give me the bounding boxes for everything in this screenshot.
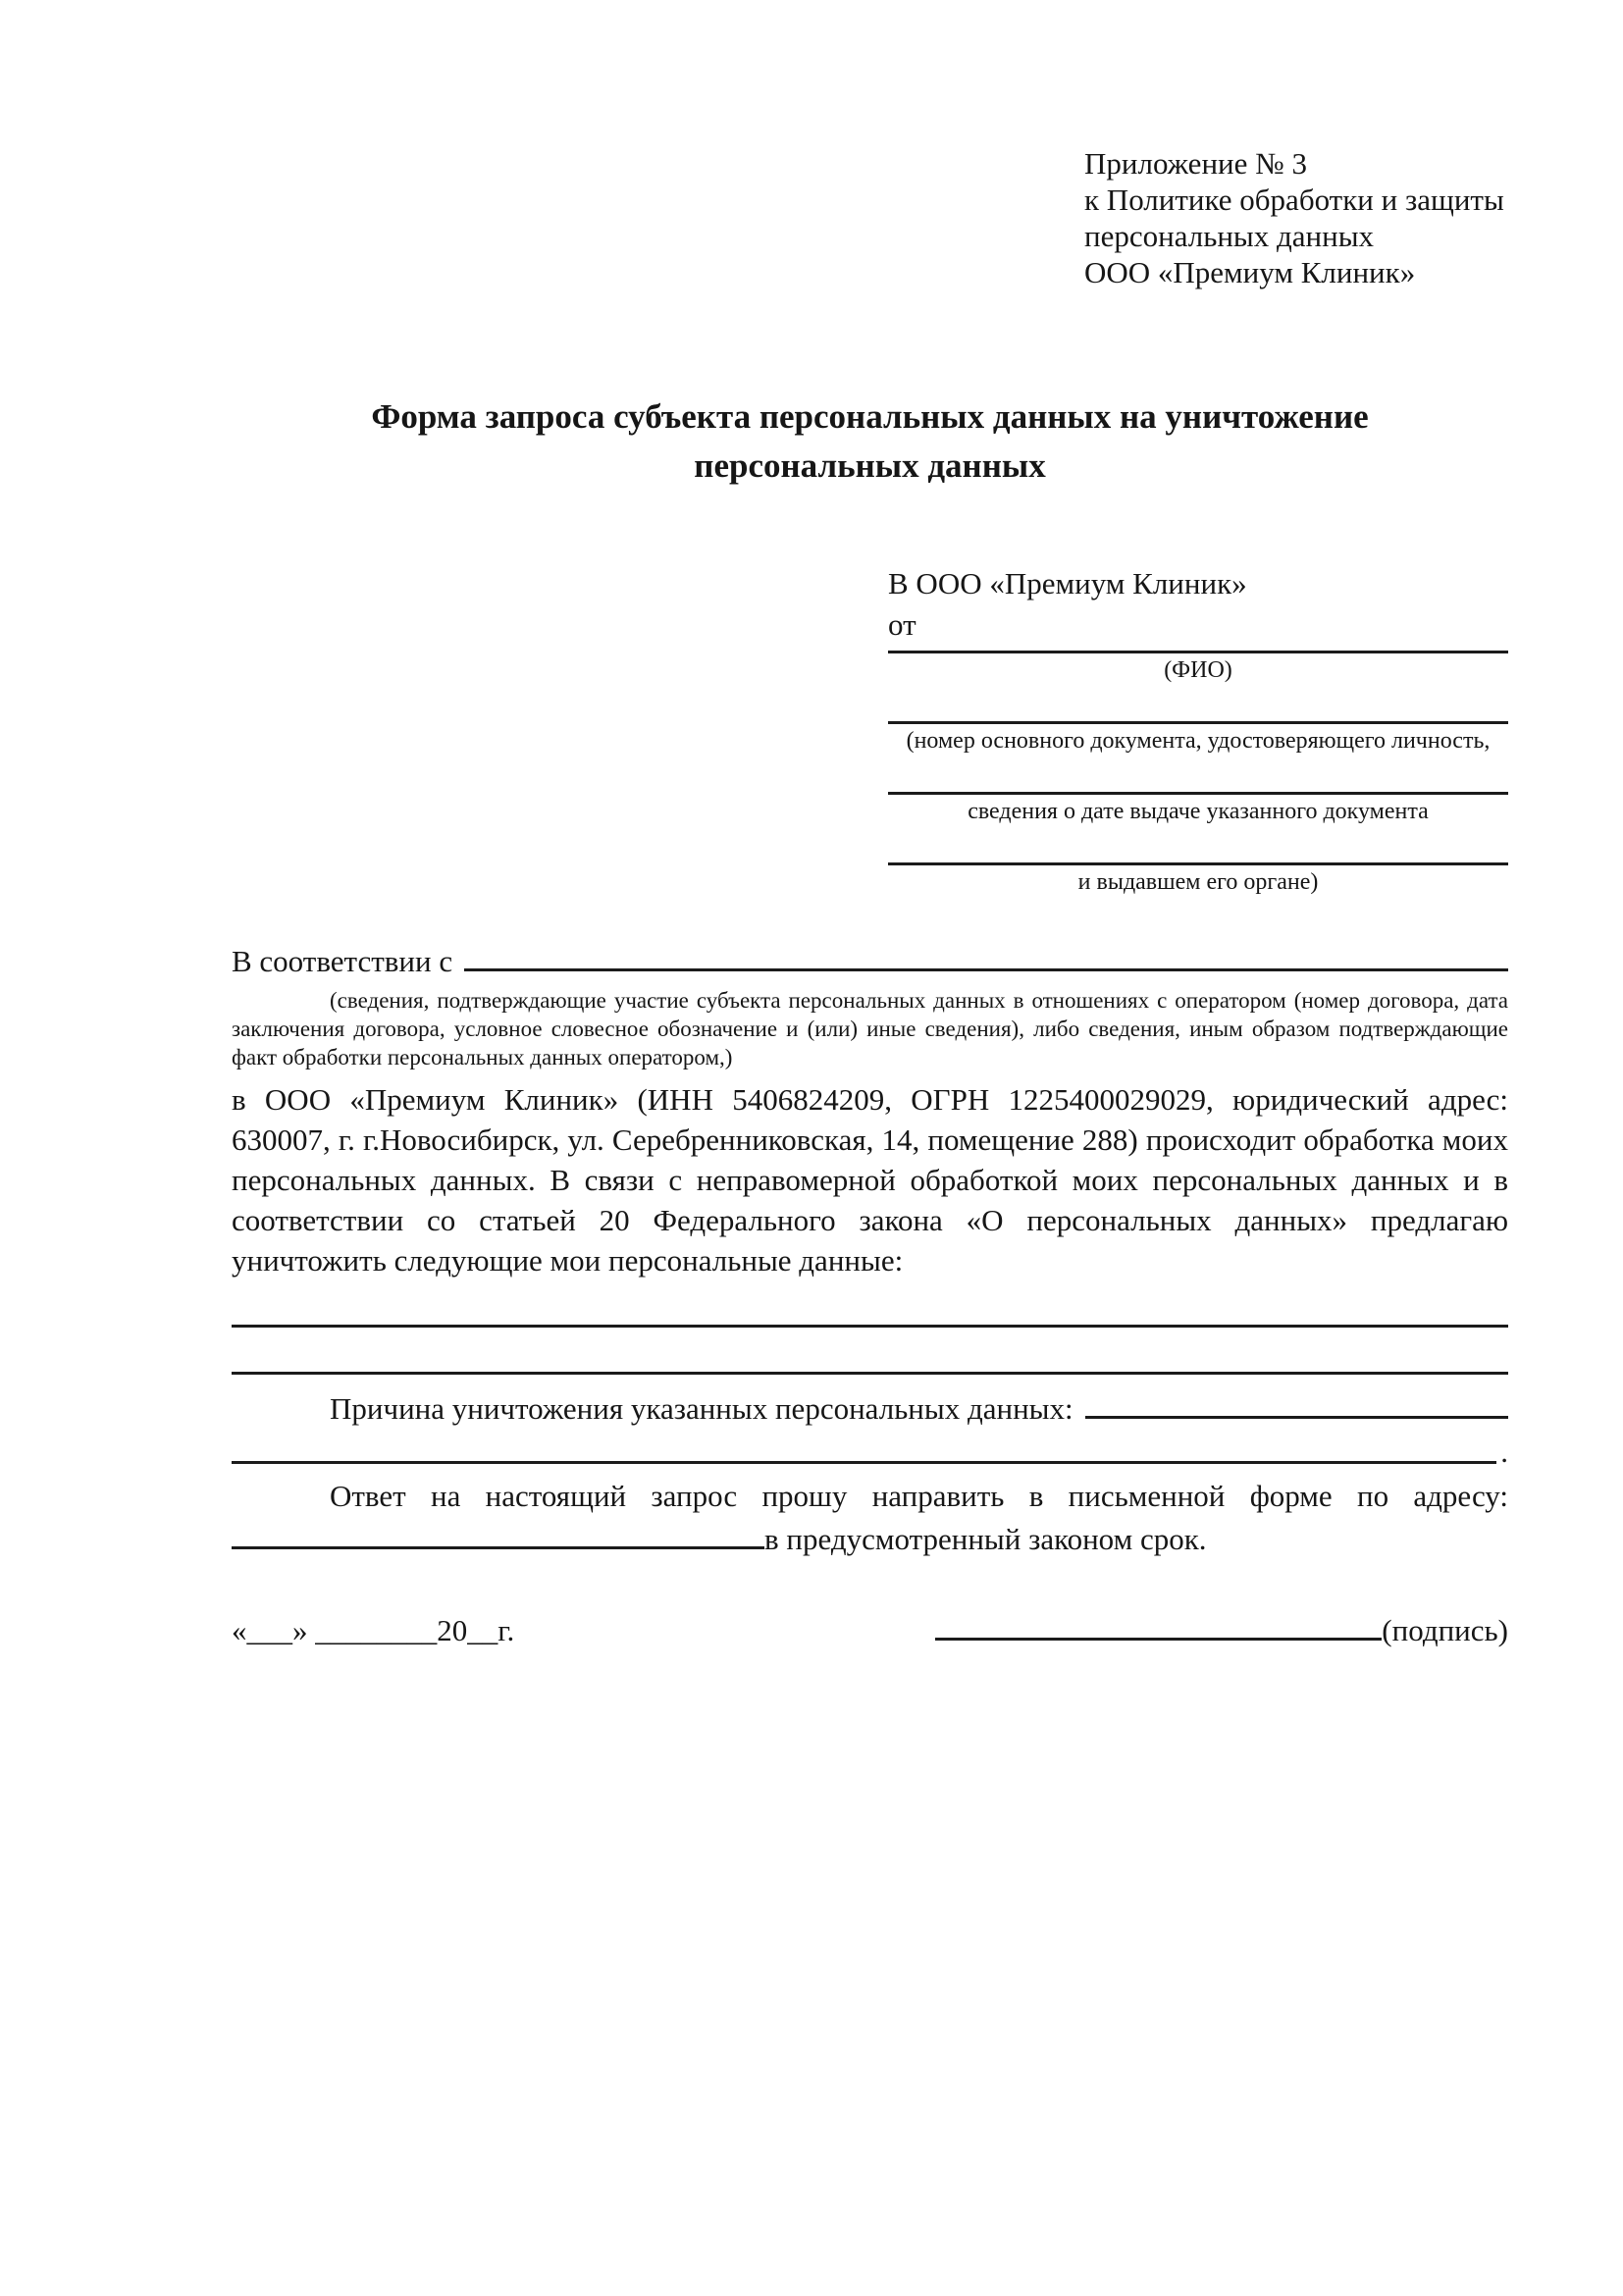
fio-caption: (ФИО) <box>1164 657 1232 683</box>
reason-blank-line-2 <box>232 1461 1496 1464</box>
document-number-caption: (номер основного документа, удостоверяющего личность, <box>906 728 1491 754</box>
accordance-row <box>232 941 1508 981</box>
page-title <box>232 392 1508 491</box>
appendix-line: персональных данных <box>1084 219 1375 253</box>
reason-row <box>232 1388 1508 1429</box>
fio-field <box>888 651 1508 686</box>
addressee-to: В ООО «Премиум Клиник» <box>888 566 1247 600</box>
issuing-authority-field <box>888 862 1508 898</box>
personal-data-blank-row <box>232 1335 1508 1383</box>
answer-tail-text: в предусмотренный законом срок. <box>764 1522 1207 1556</box>
date-placeholder: «___» ________20__г. <box>232 1613 515 1647</box>
personal-data-blank-line-2 <box>232 1372 1508 1375</box>
sentence-period: . <box>1500 1435 1508 1469</box>
accordance-prefix: В соответствии с <box>232 944 453 978</box>
appendix-line: к Политике обработки и защиты <box>1084 183 1504 217</box>
page-title-line: персональных данных <box>694 446 1046 485</box>
signature-area <box>935 1610 1508 1650</box>
issue-date-caption: сведения о дате выдаче указанного документа <box>968 799 1429 824</box>
main-paragraph: в ООО «Премиум Клиник» (ИНН 5406824209, ОГРН 1225400029029, юридический адрес: 630007, г. г.Новосибирск, ул. Серебренниковская, 14, помещение 288) происходит обработка моих персональных данных. В связи с неправомерной обработкой моих персональных данных и в соответствии со статьей 20 Федерального закона «О персональных данных» предлагаю уничтожить следующие мои персональные данные: <box>232 1082 1508 1278</box>
reason-label: Причина уничтожения указанных персональных данных: <box>330 1391 1073 1426</box>
personal-data-blank-line-1 <box>232 1325 1508 1328</box>
issuing-authority-caption: и выдавшем его органе) <box>1077 869 1319 895</box>
appendix-line: Приложение № 3 <box>1084 146 1307 181</box>
accordance-note: (сведения, подтверждающие участие субъекта персональных данных в отношениях с оператором (номер договора, дата заключения договора, условное словесное обозначение и (или) иные сведения), либо сведения, иным образом подтверждающие факт обработки персональных данных оператором,) <box>232 988 1508 1070</box>
answer-sentence: Ответ на настоящий запрос прошу направить в письменной форме по адресу: <box>330 1479 1508 1513</box>
accordance-blank-line <box>464 968 1508 971</box>
reason-continuation-row <box>232 1429 1508 1472</box>
signature-row <box>232 1610 1508 1650</box>
document-number-field <box>888 721 1508 757</box>
page-title-line: Форма запроса субъекта персональных данных на уничтожение <box>371 397 1369 436</box>
signature-caption: (подпись) <box>1382 1613 1508 1647</box>
appendix-header <box>1084 145 1508 290</box>
appendix-line: ООО «Премиум Клиник» <box>1084 255 1416 289</box>
addressee-block <box>888 563 1508 898</box>
reason-blank-line <box>1085 1416 1508 1419</box>
issue-date-field <box>888 792 1508 827</box>
address-row <box>232 1519 1508 1559</box>
address-blank-line <box>232 1546 764 1549</box>
addressee-from: от <box>888 607 916 642</box>
signature-blank-line <box>935 1638 1382 1641</box>
personal-data-blank-row <box>232 1288 1508 1335</box>
